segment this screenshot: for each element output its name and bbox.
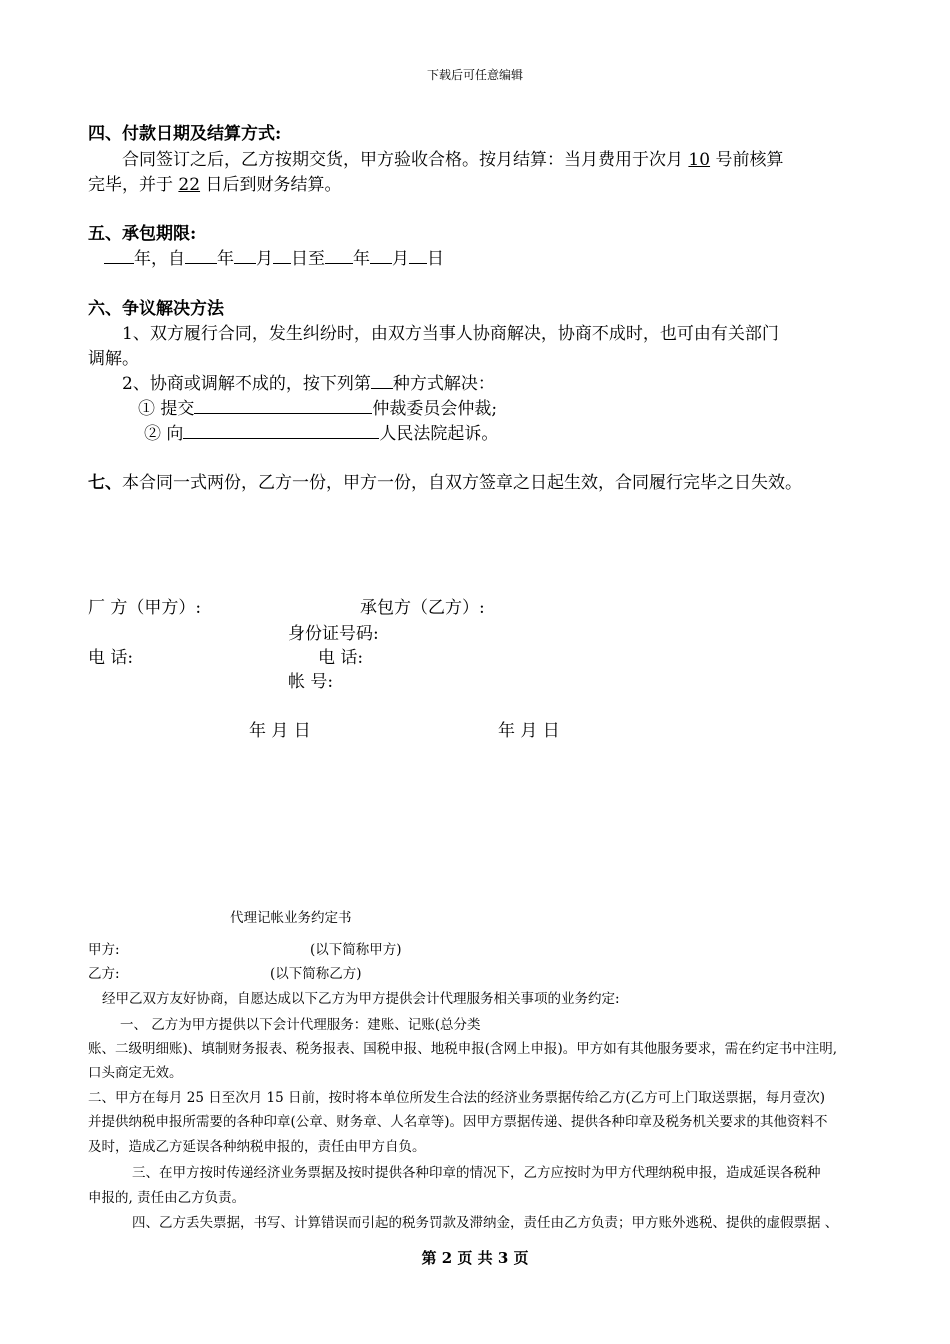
page-header: 下载后可任意编辑 xyxy=(426,68,523,82)
term-text: 月 xyxy=(392,249,409,269)
term-text: 月 xyxy=(256,249,273,269)
payment-day: 22 xyxy=(178,175,201,195)
section4-line1 xyxy=(122,145,783,170)
clause-text: 种方式解决： xyxy=(392,374,495,394)
agreement-party-a-note: (以下简称甲方) xyxy=(310,942,402,958)
blank xyxy=(234,249,256,264)
section4-text: 合同签订之后，乙方按期交货，甲方验收合格。按月结算：当月费用于次月 xyxy=(122,150,683,170)
option-text: ① 提交 xyxy=(138,399,195,419)
option-text: 仲裁委员会仲裁; xyxy=(372,399,498,419)
blank xyxy=(371,374,393,389)
section4-text: 完毕，并于 xyxy=(88,175,173,195)
sign-phone-b: 电 话: xyxy=(318,648,364,668)
agreement-clause2-cont: 及时，造成乙方延误各种纳税申报的，责任由甲方自负。 xyxy=(88,1139,426,1155)
agreement-clause1: 一、 乙方为甲方提供以下会计代理服务：建账、记账(总分类 xyxy=(120,1017,481,1033)
agreement-clause3: 三、在甲方按时传递经济业务票据及按时提供各种印章的情况下，乙方应按时为甲方代理纳税申报，造成延误各税种 xyxy=(132,1165,821,1181)
blank xyxy=(325,249,353,264)
agreement-clause2: 二、甲方在每月 25 日至次月 15 日前，按时将本单位所发生合法的经济业务票据传给乙方(乙方可上门取送票据，每月壹次) xyxy=(88,1090,826,1106)
blank xyxy=(273,249,291,264)
option-arbitration xyxy=(138,394,497,419)
sign-party-a: 厂 方（甲方）: xyxy=(88,598,202,618)
sign-date-b: 年 月 日 xyxy=(498,721,560,741)
agreement-clause1-cont: 口头商定无效。 xyxy=(88,1065,183,1081)
term-text: 年 xyxy=(217,249,234,269)
sign-phone-a: 电 话: xyxy=(88,648,134,668)
sign-party-b: 承包方（乙方）: xyxy=(360,598,485,618)
settle-day: 10 xyxy=(688,150,711,170)
term-text: 年 xyxy=(353,249,370,269)
page-number: 第 2 页 共 3 页 xyxy=(421,1249,529,1267)
agreement-clause2-cont: 并提供纳税申报所需要的各种印章(公章、财务章、人名章等)。因甲方票据传递、提供各种印章及税务机关要求的其他资料不 xyxy=(88,1114,828,1130)
sign-date-a: 年 月 日 xyxy=(249,721,311,741)
blank xyxy=(409,249,427,264)
agreement-title: 代理记帐业务约定书 xyxy=(230,910,352,926)
option-text: 人民法院起诉。 xyxy=(379,424,499,444)
section4-line2 xyxy=(88,170,341,195)
term-text: 年，自 xyxy=(134,249,185,269)
option-court xyxy=(144,419,498,444)
section7-title: 七、 xyxy=(88,473,122,493)
agreement-party-b: 乙方: xyxy=(88,966,120,982)
agreement-party-a: 甲方: xyxy=(88,942,120,958)
sign-account: 帐 号: xyxy=(288,672,334,692)
dispute-clause-2 xyxy=(122,369,495,394)
agreement-clause4: 四、乙方丢失票据，书写、计算错误而引起的税务罚款及滞纳金，责任由乙方负责；甲方账外逃税、提供的虚假票据 、 xyxy=(132,1215,839,1231)
section6-title: 六、争议解决方法 xyxy=(88,299,224,319)
sign-id-number: 身份证号码: xyxy=(288,624,379,644)
clause-text: 2、协商或调解不成的，按下列第 xyxy=(122,374,371,394)
dispute-clause-1-cont: 调解。 xyxy=(88,349,139,369)
agreement-party-b-note: (以下简称乙方) xyxy=(270,966,362,982)
blank xyxy=(185,249,217,264)
term-text: 日 xyxy=(427,249,444,269)
section7 xyxy=(88,468,802,493)
term-text: 日至 xyxy=(291,249,325,269)
term-line xyxy=(104,244,444,269)
blank xyxy=(183,424,379,439)
dispute-clause-1: 1、双方履行合同，发生纠纷时，由双方当事人协商解决，协商不成时，也可由有关部门 xyxy=(122,324,779,344)
section7-text: 本合同一式两份，乙方一份，甲方一份，自双方签章之日起生效，合同履行完毕之日失效。 xyxy=(122,473,802,493)
section4-title: 四、付款日期及结算方式: xyxy=(88,124,282,144)
section4-text: 号前核算 xyxy=(715,150,784,170)
blank xyxy=(370,249,392,264)
agreement-clause1-cont: 账、二级明细账)、填制财务报表、税务报表、国税申报、地税申报(含网上申报)。甲方如有其他服务要求，需在约定书中注明, xyxy=(88,1041,838,1057)
blank xyxy=(194,399,372,414)
agreement-clause3-cont: 申报的, 责任由乙方负责。 xyxy=(88,1190,246,1206)
blank xyxy=(104,249,134,264)
agreement-intro: 经甲乙双方友好协商，自愿达成以下乙方为甲方提供会计代理服务相关事项的业务约定: xyxy=(102,991,620,1007)
section5-title: 五、承包期限: xyxy=(88,224,197,244)
option-text: ② 向 xyxy=(144,424,184,444)
section4-text: 日后到财务结算。 xyxy=(205,175,342,195)
